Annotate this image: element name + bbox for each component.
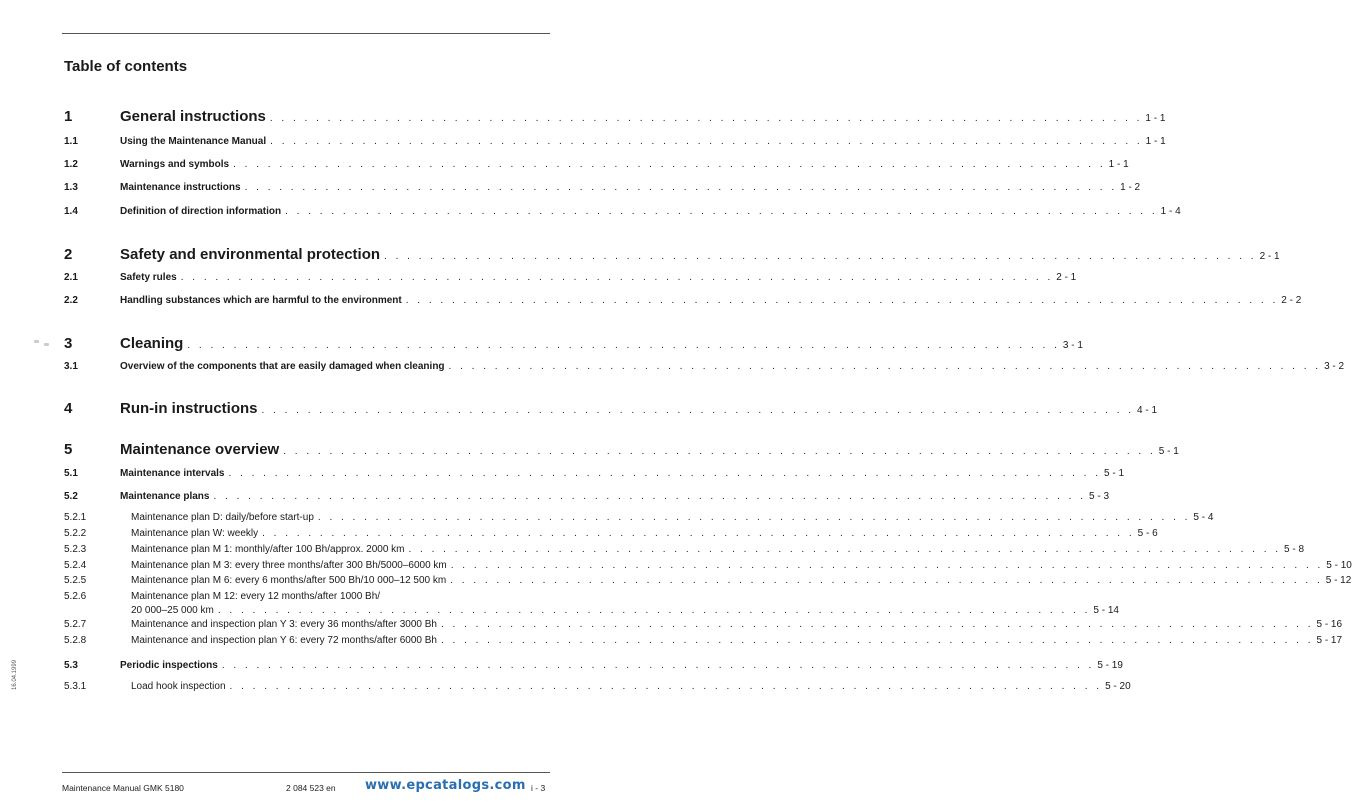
- scan-speck: [44, 343, 49, 346]
- side-date-stamp: 16.04.1999: [12, 659, 18, 690]
- toc-entry-page: 5 - 20: [1105, 681, 1131, 692]
- toc-entry-page: 5 - 1: [1158, 446, 1179, 457]
- dot-leader: . . . . . . . . . . . . . . . . . . . . . . . . . . . . . . . . . . . . . . . . . . . . . . . . . . . . . . . . . . . . . . . . . . . . . . . . . . . .: [283, 446, 1156, 457]
- dot-leader: . . . . . . . . . . . . . . . . . . . . . . . . . . . . . . . . . . . . . . . . . . . . . . . . . . . . . . . . . . . . . . . . . . . . . . . . . . . .: [180, 272, 1054, 283]
- toc-entry-page: 1 - 4: [1160, 206, 1181, 217]
- scan-speck: [34, 340, 39, 343]
- toc-entry-page: 3 - 1: [1062, 340, 1083, 351]
- top-rule: [62, 33, 550, 34]
- toc-entry-page: 5 - 19: [1097, 660, 1123, 671]
- toc-entry-number: 5: [64, 441, 73, 458]
- dot-leader: . . . . . . . . . . . . . . . . . . . . . . . . . . . . . . . . . . . . . . . . . . . . . . . . . . . . . . . . . . . . . . . . . . . . . . . . . . . .: [440, 635, 1314, 646]
- dot-leader: . . . . . . . . . . . . . . . . . . . . . . . . . . . . . . . . . . . . . . . . . . . . . . . . . . . . . . . . . . . . . . . . . . . . . . . . . . . .: [450, 575, 1323, 586]
- toc-entry-number: 5.2: [64, 491, 78, 502]
- toc-entry-number: 5.2.2: [64, 528, 87, 539]
- toc-entry-page: 5 - 3: [1089, 491, 1110, 502]
- dot-leader: . . . . . . . . . . . . . . . . . . . . . . . . . . . . . . . . . . . . . . . . . . . . . . . . . . . . . . . . . . . . . . . . . . . . . . . . . . . .: [261, 405, 1135, 416]
- toc-entry-number: 5.1: [64, 468, 78, 479]
- toc-entry-page: 2 - 1: [1259, 251, 1280, 262]
- toc-entry-title: Definition of direction information: [120, 206, 282, 217]
- toc-entry-title: Maintenance and inspection plan Y 6: every 72 months/after 6000 Bh: [131, 635, 437, 646]
- toc-entry-number: 2.1: [64, 272, 78, 283]
- dot-leader: . . . . . . . . . . . . . . . . . . . . . . . . . . . . . . . . . . . . . . . . . . . . . . . . . . . . . . . . . . . . . . . . . . . . . . . . . . . .: [228, 468, 1102, 479]
- dot-leader: . . . . . . . . . . . . . . . . . . . . . . . . . . . . . . . . . . . . . . . . . . . . . . . . . . . . . . . . . . . . . . . . . . . . . . . . . . . .: [233, 159, 1106, 170]
- toc-entry-title: Using the Maintenance Manual: [120, 136, 267, 147]
- toc-entry-page: 3 - 2: [1324, 361, 1345, 372]
- toc-entry-title-continued: 20 000–25 000 km: [131, 605, 214, 616]
- toc-entry-number: 4: [64, 400, 73, 417]
- toc-entry-page: 5 - 12: [1325, 575, 1352, 586]
- toc-entry-title: Periodic inspections: [120, 660, 218, 671]
- toc-entry-title: Load hook inspection: [131, 681, 226, 692]
- toc-entry-page: 1 - 1: [1108, 159, 1129, 170]
- toc-entry-page: 5 - 4: [1193, 512, 1214, 523]
- dot-leader: . . . . . . . . . . . . . . . . . . . . . . . . . . . . . . . . . . . . . . . . . . . . . . . . . . . . . . . . . . . . . . . . . . . . . . . . . . . .: [450, 560, 1324, 571]
- toc-entry-number: 2: [64, 246, 73, 263]
- toc-entry-title: Maintenance plan D: daily/before start-up: [131, 512, 314, 523]
- dot-leader: . . . . . . . . . . . . . . . . . . . . . . . . . . . . . . . . . . . . . . . . . . . . . . . . . . . . . . . . . . . . . . . . . . . . . . . . . . . .: [217, 605, 1091, 616]
- watermark-url[interactable]: www.epcatalogs.com: [365, 778, 526, 793]
- toc-entry-title: Maintenance plan M 12: every 12 months/after 1000 Bh/: [131, 591, 381, 602]
- toc-entry-page: 1 - 1: [1145, 136, 1166, 147]
- toc-entry-title: Maintenance overview: [120, 441, 280, 458]
- toc-entry-number: 5.2.7: [64, 619, 87, 630]
- dot-leader: . . . . . . . . . . . . . . . . . . . . . . . . . . . . . . . . . . . . . . . . . . . . . . . . . . . . . . . . . . . . . . . . . . . . . . . . . . . .: [440, 619, 1314, 630]
- toc-entry-page: 5 - 6: [1137, 528, 1158, 539]
- toc-entry-number: 5.3: [64, 660, 78, 671]
- toc-entry-number: 1: [64, 108, 73, 125]
- toc-entry-title: Maintenance instructions: [120, 182, 241, 193]
- toc-entry-title: Warnings and symbols: [120, 159, 230, 170]
- dot-leader: . . . . . . . . . . . . . . . . . . . . . . . . . . . . . . . . . . . . . . . . . . . . . . . . . . . . . . . . . . . . . . . . . . . . . . . . . . . .: [262, 528, 1135, 539]
- dot-leader: . . . . . . . . . . . . . . . . . . . . . . . . . . . . . . . . . . . . . . . . . . . . . . . . . . . . . . . . . . . . . . . . . . . . . . . . . . . .: [270, 136, 1143, 147]
- toc-entry-title: Maintenance and inspection plan Y 3: every 36 months/after 3000 Bh: [131, 619, 437, 630]
- toc-entry-title: Safety rules: [120, 272, 177, 283]
- dot-leader: . . . . . . . . . . . . . . . . . . . . . . . . . . . . . . . . . . . . . . . . . . . . . . . . . . . . . . . . . . . . . . . . . . . . . . . . . . . .: [187, 340, 1060, 351]
- toc-entry-title: Maintenance plan M 6: every 6 months/after 500 Bh/10 000–12 500 km: [131, 575, 447, 586]
- toc-entry-title: Maintenance plan M 1: monthly/after 100 Bh/approx. 2000 km: [131, 544, 405, 555]
- toc-entry-title: Handling substances which are harmful to the environment: [120, 295, 402, 306]
- toc-entry-title: Overview of the components that are easily damaged when cleaning: [120, 361, 445, 372]
- toc-entry-page: 5 - 17: [1316, 635, 1343, 646]
- dot-leader: . . . . . . . . . . . . . . . . . . . . . . . . . . . . . . . . . . . . . . . . . . . . . . . . . . . . . . . . . . . . . . . . . . . . . . . . . . . .: [384, 251, 1257, 262]
- dot-leader: . . . . . . . . . . . . . . . . . . . . . . . . . . . . . . . . . . . . . . . . . . . . . . . . . . . . . . . . . . . . . . . . . . . . . . . . . . . .: [269, 113, 1143, 124]
- toc-entry-page: 1 - 1: [1145, 113, 1166, 124]
- dot-leader: . . . . . . . . . . . . . . . . . . . . . . . . . . . . . . . . . . . . . . . . . . . . . . . . . . . . . . . . . . . . . . . . . . . . . . . . . . . .: [244, 182, 1118, 193]
- toc-entry-title: General instructions: [120, 108, 266, 125]
- toc-entry-number: 1.4: [64, 206, 78, 217]
- footer-manual-title: Maintenance Manual GMK 5180: [62, 783, 184, 793]
- toc-entry-title: Maintenance plans: [120, 491, 210, 502]
- dot-leader: . . . . . . . . . . . . . . . . . . . . . . . . . . . . . . . . . . . . . . . . . . . . . . . . . . . . . . . . . . . . . . . . . . . . . . . . . . . .: [221, 660, 1095, 671]
- dot-leader: . . . . . . . . . . . . . . . . . . . . . . . . . . . . . . . . . . . . . . . . . . . . . . . . . . . . . . . . . . . . . . . . . . . . . . . . . . . .: [285, 206, 1158, 217]
- toc-entry-number: 5.3.1: [64, 681, 87, 692]
- bottom-rule: [62, 772, 550, 773]
- toc-entry-number: 5.2.1: [64, 512, 87, 523]
- toc-entry-number: 1.3: [64, 182, 78, 193]
- toc-entry-number: 5.2.5: [64, 575, 87, 586]
- toc-entry-number: 5.2.8: [64, 635, 87, 646]
- page-title: Table of contents: [64, 58, 188, 75]
- toc-entry-number: 5.2.6: [64, 591, 87, 602]
- toc-entry-page: 5 - 16: [1316, 619, 1343, 630]
- toc-entry-page: 5 - 8: [1284, 544, 1305, 555]
- footer-page-number: i - 3: [531, 783, 546, 793]
- dot-leader: . . . . . . . . . . . . . . . . . . . . . . . . . . . . . . . . . . . . . . . . . . . . . . . . . . . . . . . . . . . . . . . . . . . . . . . . . . . .: [229, 681, 1103, 692]
- toc-entry-title: Cleaning: [120, 335, 184, 352]
- toc-entry-number: 5.2.4: [64, 560, 87, 571]
- toc-entry-page: 2 - 2: [1281, 295, 1302, 306]
- dot-leader: . . . . . . . . . . . . . . . . . . . . . . . . . . . . . . . . . . . . . . . . . . . . . . . . . . . . . . . . . . . . . . . . . . . . . . . . . . . .: [408, 544, 1282, 555]
- toc-entry-page: 5 - 14: [1093, 605, 1119, 616]
- toc-entry-number: 2.2: [64, 295, 78, 306]
- toc-entry-number: 3: [64, 335, 73, 352]
- toc-entry-page: 1 - 2: [1120, 182, 1141, 193]
- dot-leader: . . . . . . . . . . . . . . . . . . . . . . . . . . . . . . . . . . . . . . . . . . . . . . . . . . . . . . . . . . . . . . . . . . . . . . . . . . . .: [448, 361, 1322, 372]
- toc-entry-number: 5.2.3: [64, 544, 87, 555]
- toc-entry-page: 2 - 1: [1056, 272, 1077, 283]
- toc-entry-page: 5 - 10: [1326, 560, 1352, 571]
- toc-entry-title: Safety and environmental protection: [120, 246, 381, 263]
- toc-entry-page: 5 - 1: [1104, 468, 1125, 479]
- dot-leader: . . . . . . . . . . . . . . . . . . . . . . . . . . . . . . . . . . . . . . . . . . . . . . . . . . . . . . . . . . . . . . . . . . . . . . . . . . . .: [317, 512, 1191, 523]
- toc-entry-title: Run-in instructions: [120, 400, 258, 417]
- toc-entry-number: 3.1: [64, 361, 78, 372]
- toc-entry-title: Maintenance plan W: weekly: [131, 528, 259, 539]
- toc-entry-number: 1.1: [64, 136, 78, 147]
- toc-entry-number: 1.2: [64, 159, 78, 170]
- toc-entry-page: 4 - 1: [1137, 405, 1158, 416]
- dot-leader: . . . . . . . . . . . . . . . . . . . . . . . . . . . . . . . . . . . . . . . . . . . . . . . . . . . . . . . . . . . . . . . . . . . . . . . . . . . .: [213, 491, 1086, 502]
- footer-document-number: 2 084 523 en: [286, 783, 336, 793]
- toc-entry-title: Maintenance plan M 3: every three months/after 300 Bh/5000–6000 km: [131, 560, 447, 571]
- dot-leader: . . . . . . . . . . . . . . . . . . . . . . . . . . . . . . . . . . . . . . . . . . . . . . . . . . . . . . . . . . . . . . . . . . . . . . . . . . . .: [405, 295, 1279, 306]
- toc-entry-title: Maintenance intervals: [120, 468, 225, 479]
